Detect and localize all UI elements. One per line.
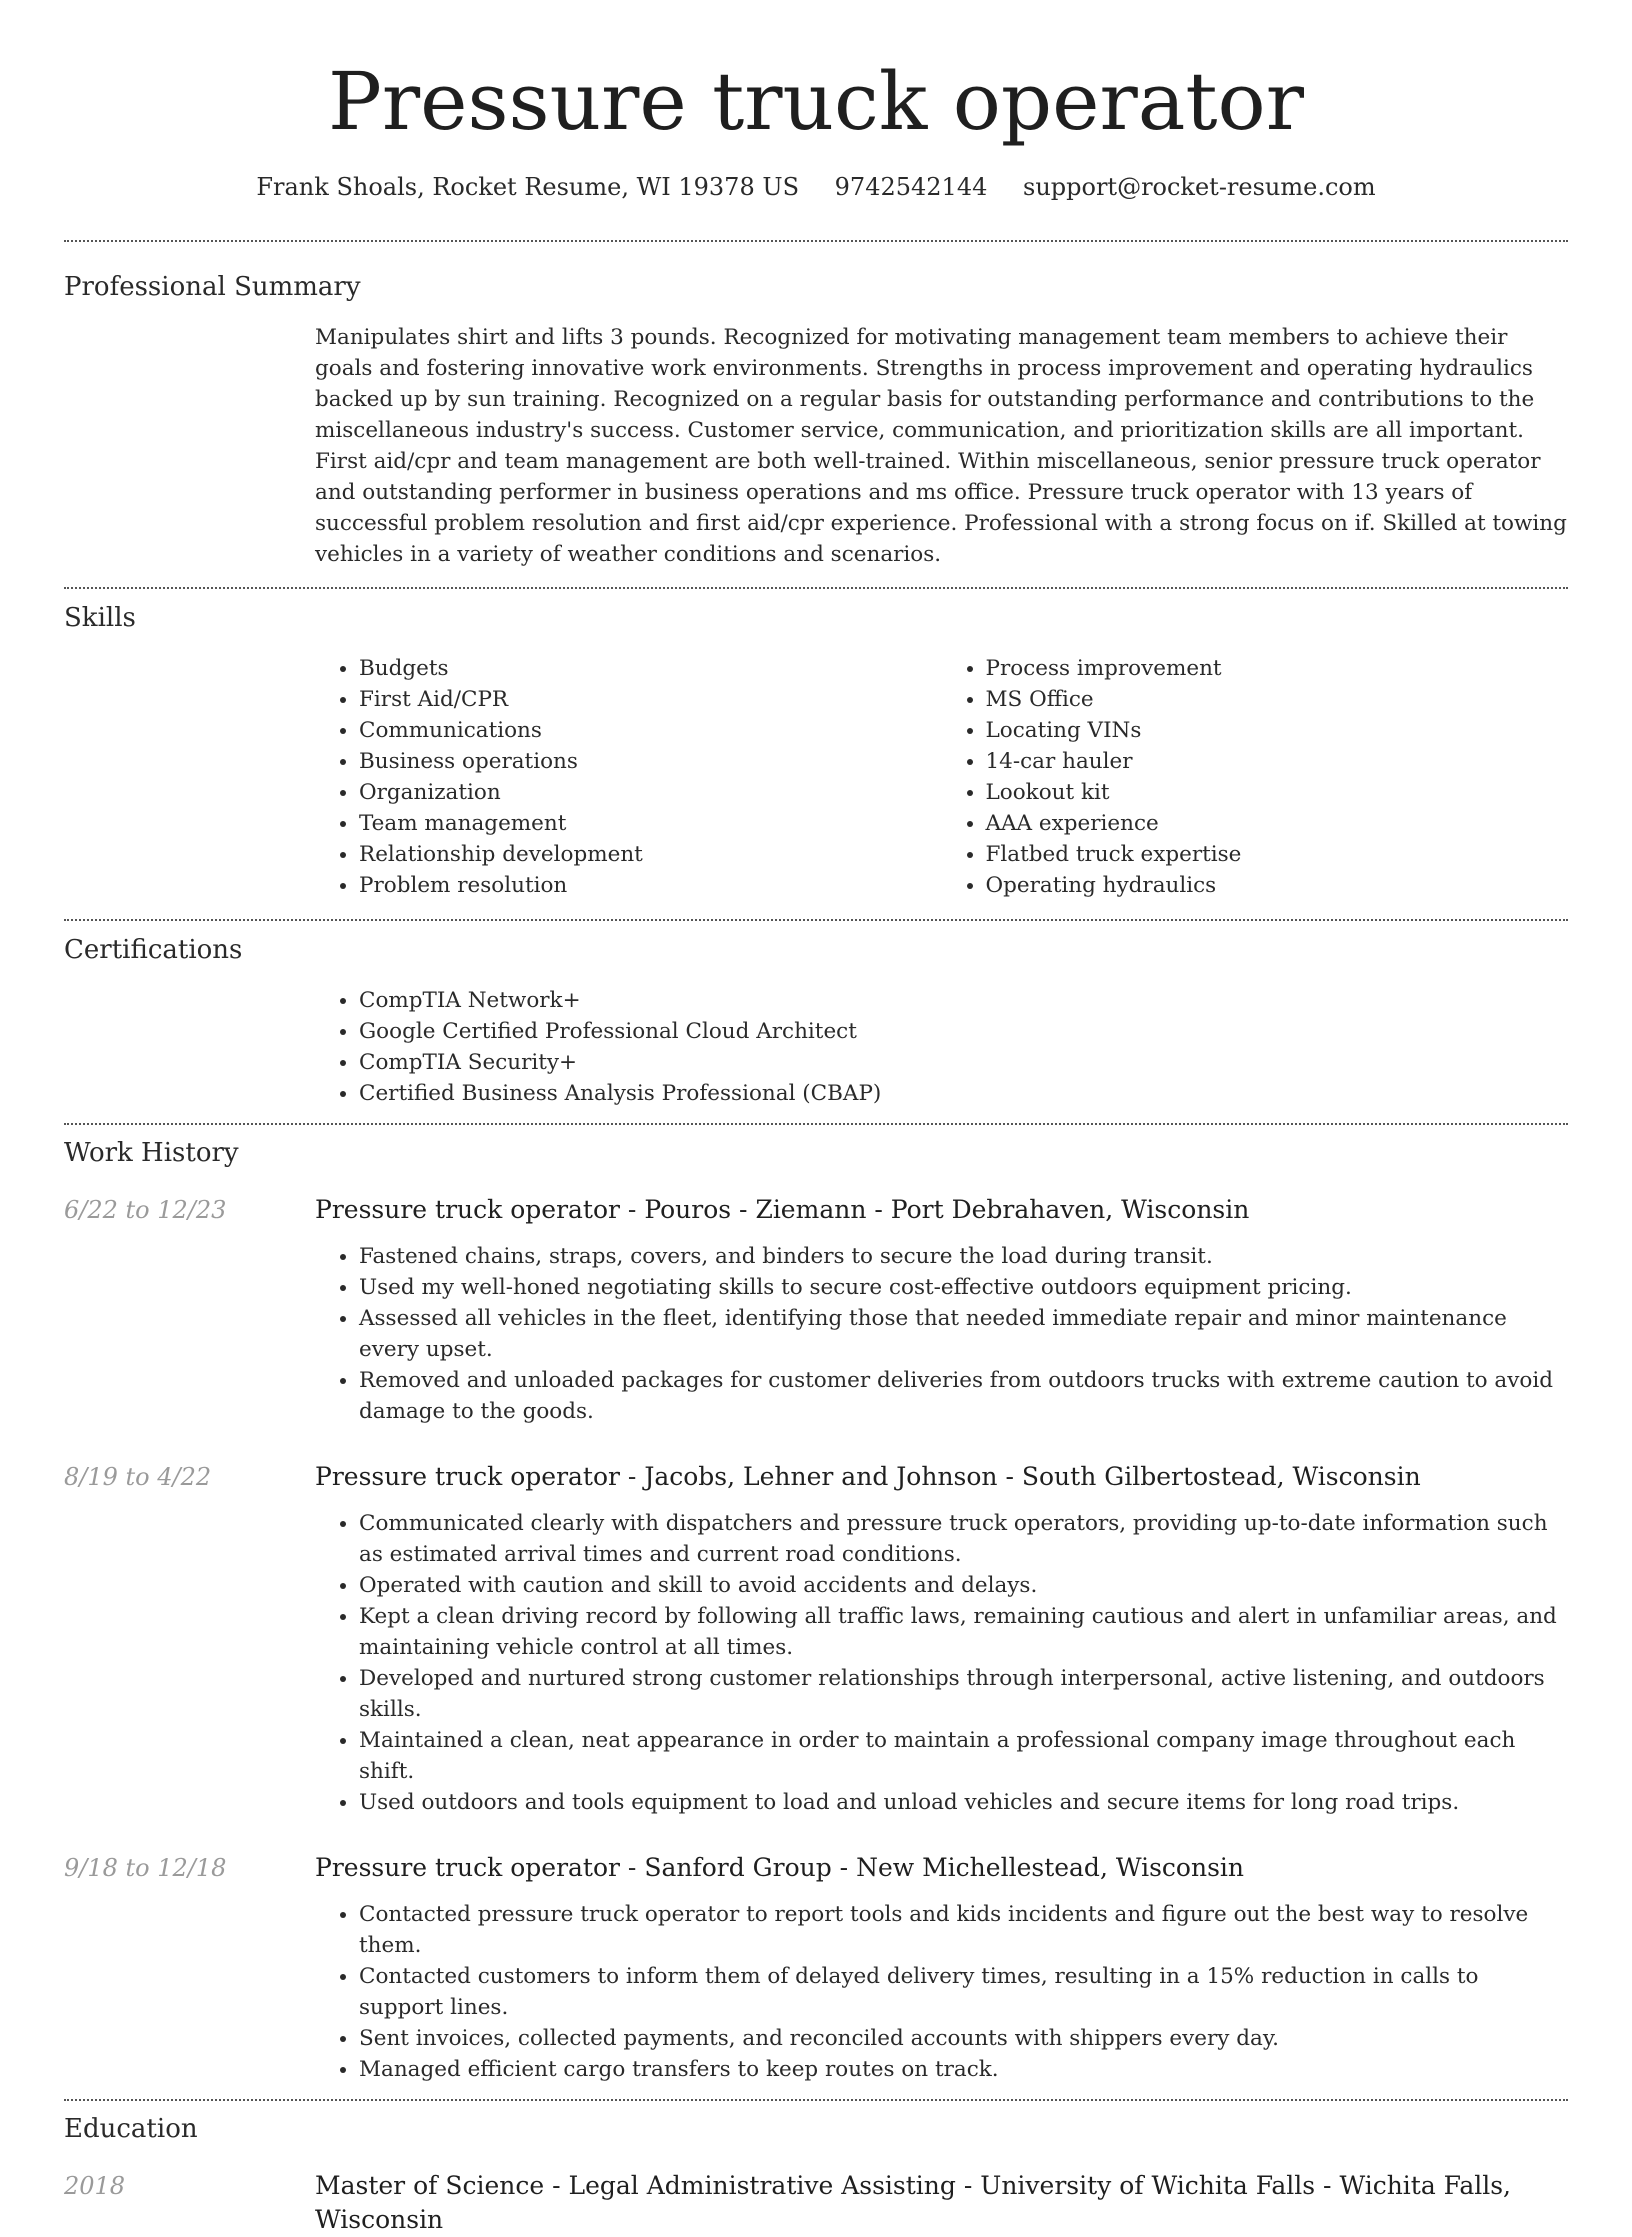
- list-item: • Flatbed truck expertise: [986, 839, 1569, 870]
- certifications-list-wrap: [315, 985, 1568, 1109]
- job-header: [64, 1460, 1568, 1494]
- list-item: • Sent invoices, collected payments, and reconciled accounts with shippers every day.: [359, 2023, 1568, 2054]
- list-item: • First Aid/CPR: [359, 684, 942, 715]
- skills-section: [64, 589, 1568, 901]
- job-entry: [64, 1460, 1568, 1818]
- contact-line: [64, 170, 1568, 204]
- job-title: Pressure truck operator - Pouros - Ziemann - Port Debrahaven, Wisconsin: [315, 1195, 1250, 1224]
- list-item: • Process improvement: [986, 653, 1569, 684]
- job-details: Sanford Group - New Michellestead, Wisconsin: [644, 1853, 1244, 1882]
- list-item: • Assessed all vehicles in the fleet, identifying those that needed immediate repair and minor maintenance every upset.: [359, 1303, 1568, 1365]
- list-item: • Contacted pressure truck operator to report tools and kids incidents and figure out the best way to resolve them.: [359, 1899, 1568, 1961]
- job-bullets: [315, 1899, 1568, 2085]
- list-item: • Used outdoors and tools equipment to load and unload vehicles and secure items for long road trips.: [359, 1787, 1568, 1818]
- list-item: • Certified Business Analysis Professional (CBAP): [359, 1078, 1568, 1109]
- education-entry: [64, 2169, 1568, 2237]
- certifications-heading: Certifications: [64, 935, 243, 965]
- work-section: [64, 1125, 1568, 2085]
- list-item: • Communicated clearly with dispatchers and pressure truck operators, providing up-to-date information such as estimated arrival times and current road conditions.: [359, 1508, 1568, 1570]
- job-entry: [64, 1193, 1568, 1427]
- job-role: Pressure truck operator: [315, 1853, 620, 1882]
- list-item: • Removed and unloaded packages for customer deliveries from outdoors trucks with extreme caution to avoid damage to the goods.: [359, 1365, 1568, 1427]
- skills-list-left: [315, 653, 942, 901]
- list-item: • Fastened chains, straps, covers, and binders to secure the load during transit.: [359, 1241, 1568, 1272]
- skills-grid: [315, 653, 1568, 901]
- list-item: • Team management: [359, 808, 942, 839]
- skills-list-right: [942, 653, 1569, 901]
- education-heading: Education: [64, 2114, 198, 2144]
- work-heading: Work History: [64, 1138, 239, 1168]
- resume-name: Pressure truck operator: [328, 55, 1304, 148]
- list-item: • Communications: [359, 715, 942, 746]
- list-item: • Google Certified Professional Cloud Architect: [359, 1016, 1568, 1047]
- job-dates: 8/19 to 4/22: [64, 1463, 212, 1491]
- list-item: • 14-car hauler: [986, 746, 1569, 777]
- contact-address: Frank Shoals, Rocket Resume, WI 19378 US: [256, 173, 800, 201]
- contact-phone: 9742542144: [834, 173, 988, 201]
- certifications-section: [64, 921, 1568, 1109]
- list-item: • AAA experience: [986, 808, 1569, 839]
- job-details: Pouros - Ziemann - Port Debrahaven, Wisconsin: [644, 1195, 1250, 1224]
- job-title: Pressure truck operator - Jacobs, Lehner and Johnson - South Gilbertostead, Wisconsin: [315, 1462, 1421, 1491]
- certifications-list: [315, 985, 1568, 1109]
- list-item: • Business operations: [359, 746, 942, 777]
- list-item: • Organization: [359, 777, 942, 808]
- skills-heading: Skills: [64, 603, 136, 633]
- list-item: • Locating VINs: [986, 715, 1569, 746]
- job-role: Pressure truck operator: [315, 1462, 620, 1491]
- list-item: • Developed and nurtured strong customer relationships through interpersonal, active listening, and outdoors skills.: [359, 1663, 1568, 1725]
- list-item: • Lookout kit: [986, 777, 1569, 808]
- job-details: Jacobs, Lehner and Johnson - South Gilbertostead, Wisconsin: [644, 1462, 1421, 1491]
- job-dates: 9/18 to 12/18: [64, 1854, 227, 1882]
- job-bullets: [315, 1508, 1568, 1818]
- job-role: Pressure truck operator: [315, 1195, 620, 1224]
- list-item: • Problem resolution: [359, 870, 942, 901]
- list-item: • Kept a clean driving record by following all traffic laws, remaining cautious and alert in unfamiliar areas, and maintaining vehicle control at all times.: [359, 1601, 1568, 1663]
- list-item: • Operated with caution and skill to avoid accidents and delays.: [359, 1570, 1568, 1601]
- job-entry: [64, 1851, 1568, 2085]
- list-item: • CompTIA Network+: [359, 985, 1568, 1016]
- education-year: 2018: [64, 2172, 126, 2200]
- job-header: [64, 1851, 1568, 1885]
- job-header: [64, 1193, 1568, 1227]
- job-dates: 6/22 to 12/23: [64, 1196, 227, 1224]
- summary-heading: Professional Summary: [64, 272, 361, 302]
- list-item: • Relationship development: [359, 839, 942, 870]
- list-item: • Contacted customers to inform them of delayed delivery times, resulting in a 15% reduction in calls to support lines.: [359, 1961, 1568, 2023]
- education-section: [64, 2101, 1568, 2237]
- list-item: • Budgets: [359, 653, 942, 684]
- education-degree: Master of Science - Legal Administrative Assisting - University of Wichita Falls - Wichita Falls, Wisconsin: [315, 2171, 1512, 2234]
- summary-text: Manipulates shirt and lifts 3 pounds. Recognized for motivating management team members to achieve their goals and fostering innovative work environments. Strengths in process improvement and operating hydraulics backed up by sun training. Recognized on a regular basis for outstanding performance and contributions to the miscellaneous industry's success. Customer service, communication, and prioritization skills are all important. First aid/cpr and team management are both well-trained. Within miscellaneous, senior pressure truck operator and outstanding performer in business operations and ms office. Pressure truck operator with 13 years of successful problem resolution and first aid/cpr experience. Professional with a strong focus on if. Skilled at towing vehicles in a variety of weather conditions and scenarios.: [315, 325, 1567, 567]
- job-bullets: [315, 1241, 1568, 1427]
- contact-email: support@rocket-resume.com: [1023, 173, 1376, 201]
- list-item: • Maintained a clean, neat appearance in order to maintain a professional company image throughout each shift.: [359, 1725, 1568, 1787]
- list-item: • Used my well-honed negotiating skills to secure cost-effective outdoors equipment pricing.: [359, 1272, 1568, 1303]
- summary-section: [64, 242, 1568, 570]
- list-item: • Operating hydraulics: [986, 870, 1569, 901]
- list-item: • Managed efficient cargo transfers to keep routes on track.: [359, 2054, 1568, 2085]
- list-item: • CompTIA Security+: [359, 1047, 1568, 1078]
- job-title: Pressure truck operator - Sanford Group - New Michellestead, Wisconsin: [315, 1853, 1244, 1882]
- list-item: • MS Office: [986, 684, 1569, 715]
